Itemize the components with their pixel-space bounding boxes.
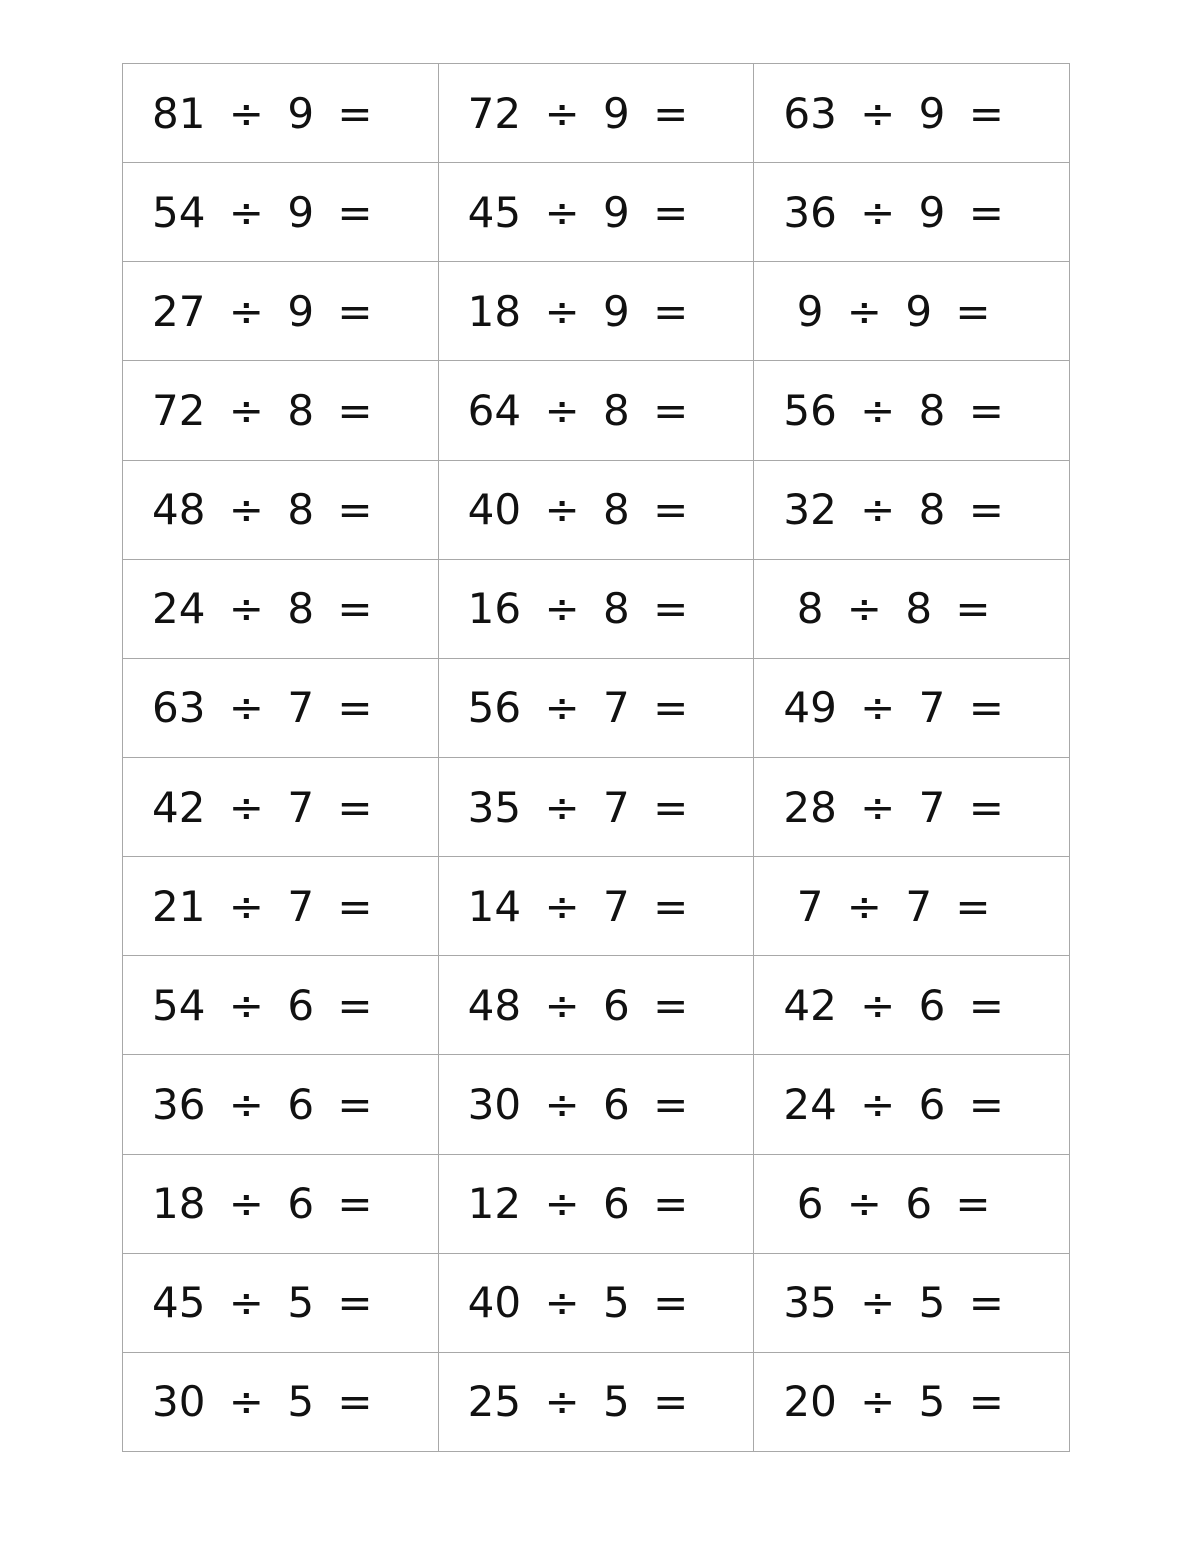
division-problem: 27 ÷ 9 =	[123, 262, 439, 361]
division-problem: 42 ÷ 6 =	[754, 956, 1070, 1055]
division-problem: 54 ÷ 6 =	[123, 956, 439, 1055]
division-problem: 18 ÷ 9 =	[438, 262, 754, 361]
division-problem: 25 ÷ 5 =	[438, 1352, 754, 1451]
division-problem: 40 ÷ 8 =	[438, 460, 754, 559]
division-problem: 36 ÷ 9 =	[754, 163, 1070, 262]
worksheet-row	[123, 460, 1070, 559]
worksheet-row	[123, 1253, 1070, 1352]
division-problem: 54 ÷ 9 =	[123, 163, 439, 262]
division-problem: 36 ÷ 6 =	[123, 1055, 439, 1154]
worksheet-row	[123, 1352, 1070, 1451]
worksheet-row	[123, 658, 1070, 757]
division-problem: 24 ÷ 8 =	[123, 559, 439, 658]
worksheet-row	[123, 1055, 1070, 1154]
division-problem: 48 ÷ 8 =	[123, 460, 439, 559]
division-problem: 72 ÷ 8 =	[123, 361, 439, 460]
division-problem: 28 ÷ 7 =	[754, 757, 1070, 856]
division-problem: 63 ÷ 9 =	[754, 64, 1070, 163]
worksheet-row	[123, 1154, 1070, 1253]
division-problem: 42 ÷ 7 =	[123, 757, 439, 856]
division-problem: 24 ÷ 6 =	[754, 1055, 1070, 1154]
division-problem: 20 ÷ 5 =	[754, 1352, 1070, 1451]
worksheet-row	[123, 956, 1070, 1055]
division-problem: 81 ÷ 9 =	[123, 64, 439, 163]
division-problem: 7 ÷ 7 =	[754, 857, 1070, 956]
division-problem: 18 ÷ 6 =	[123, 1154, 439, 1253]
division-problem: 64 ÷ 8 =	[438, 361, 754, 460]
division-problem: 8 ÷ 8 =	[754, 559, 1070, 658]
division-problem: 72 ÷ 9 =	[438, 64, 754, 163]
division-problem: 30 ÷ 6 =	[438, 1055, 754, 1154]
division-problem: 9 ÷ 9 =	[754, 262, 1070, 361]
division-problem: 48 ÷ 6 =	[438, 956, 754, 1055]
worksheet-row	[123, 559, 1070, 658]
division-problem: 14 ÷ 7 =	[438, 857, 754, 956]
division-problem: 45 ÷ 9 =	[438, 163, 754, 262]
worksheet-row	[123, 163, 1070, 262]
division-problem: 45 ÷ 5 =	[123, 1253, 439, 1352]
division-problem: 16 ÷ 8 =	[438, 559, 754, 658]
division-problem: 21 ÷ 7 =	[123, 857, 439, 956]
worksheet-row	[123, 262, 1070, 361]
division-problem: 40 ÷ 5 =	[438, 1253, 754, 1352]
division-problem: 56 ÷ 7 =	[438, 658, 754, 757]
division-problem: 32 ÷ 8 =	[754, 460, 1070, 559]
worksheet-row	[123, 64, 1070, 163]
division-worksheet-table	[122, 63, 1070, 1452]
worksheet-row	[123, 757, 1070, 856]
worksheet-row	[123, 857, 1070, 956]
division-problem: 49 ÷ 7 =	[754, 658, 1070, 757]
division-problem: 56 ÷ 8 =	[754, 361, 1070, 460]
division-problem: 63 ÷ 7 =	[123, 658, 439, 757]
worksheet-row	[123, 361, 1070, 460]
division-problem: 35 ÷ 7 =	[438, 757, 754, 856]
division-problem: 6 ÷ 6 =	[754, 1154, 1070, 1253]
worksheet-body	[123, 64, 1070, 1452]
division-problem: 30 ÷ 5 =	[123, 1352, 439, 1451]
division-problem: 35 ÷ 5 =	[754, 1253, 1070, 1352]
division-problem: 12 ÷ 6 =	[438, 1154, 754, 1253]
